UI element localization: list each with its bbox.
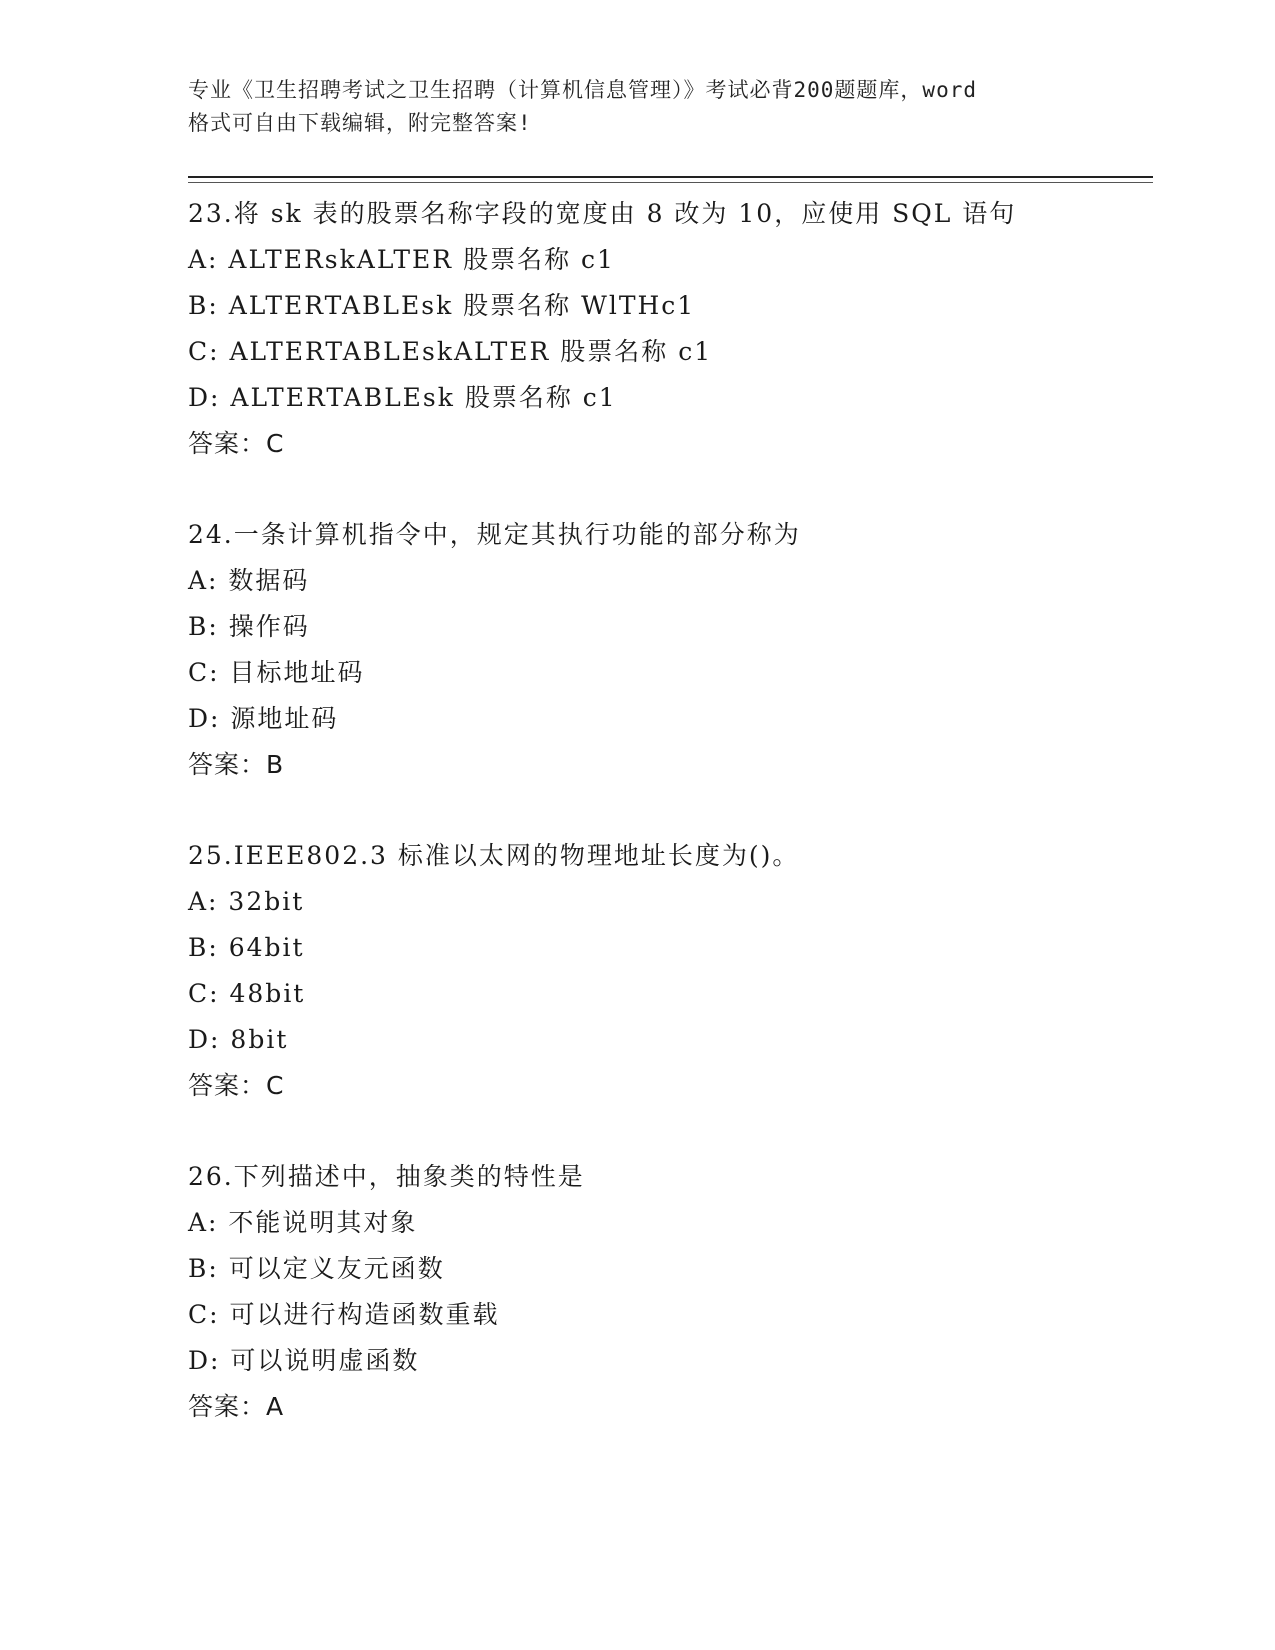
option-c: C: ALTERTABLEskALTER 股票名称 c1 bbox=[188, 337, 713, 366]
question-26 bbox=[188, 1154, 1148, 1430]
option-c: C: 48bit bbox=[188, 979, 306, 1008]
header-divider-thick bbox=[188, 176, 1153, 178]
option-d: D: 8bit bbox=[188, 1025, 289, 1054]
option-c: C: 可以进行构造函数重载 bbox=[188, 1300, 500, 1329]
header-divider-thin bbox=[188, 182, 1153, 183]
question-stem: 25.IEEE802.3 标准以太网的物理地址长度为()。 bbox=[188, 841, 800, 870]
header-line-1: 专业《卫生招聘考试之卫生招聘（计算机信息管理）》考试必背200题题库，word bbox=[188, 78, 977, 102]
option-a: A: 32bit bbox=[188, 887, 305, 916]
option-d: D: 可以说明虚函数 bbox=[188, 1346, 420, 1375]
document-header bbox=[188, 74, 1088, 140]
option-b: B: ALTERTABLEsk 股票名称 WlTHc1 bbox=[188, 291, 696, 320]
option-d: D: ALTERTABLEsk 股票名称 c1 bbox=[188, 383, 617, 412]
question-24 bbox=[188, 512, 1148, 788]
question-23 bbox=[188, 191, 1148, 467]
question-stem: 23.将 sk 表的股票名称字段的宽度由 8 改为 10，应使用 SQL 语句 bbox=[188, 199, 1017, 228]
option-d: D: 源地址码 bbox=[188, 704, 339, 733]
question-list bbox=[188, 191, 1148, 1475]
answer: 答案：A bbox=[188, 1392, 285, 1421]
question-25 bbox=[188, 833, 1148, 1109]
question-stem: 24.一条计算机指令中，规定其执行功能的部分称为 bbox=[188, 520, 801, 549]
header-line-2: 格式可自由下载编辑，附完整答案! bbox=[188, 111, 532, 135]
option-b: B: 64bit bbox=[188, 933, 305, 962]
option-b: B: 操作码 bbox=[188, 612, 310, 641]
option-b: B: 可以定义友元函数 bbox=[188, 1254, 445, 1283]
option-a: A: 数据码 bbox=[188, 566, 310, 595]
option-c: C: 目标地址码 bbox=[188, 658, 365, 687]
option-a: A: 不能说明其对象 bbox=[188, 1208, 418, 1237]
answer: 答案：C bbox=[188, 1071, 285, 1100]
question-stem: 26.下列描述中，抽象类的特性是 bbox=[188, 1162, 585, 1191]
answer: 答案：B bbox=[188, 750, 285, 779]
answer: 答案：C bbox=[188, 429, 285, 458]
option-a: A: ALTERskALTER 股票名称 c1 bbox=[188, 245, 615, 274]
